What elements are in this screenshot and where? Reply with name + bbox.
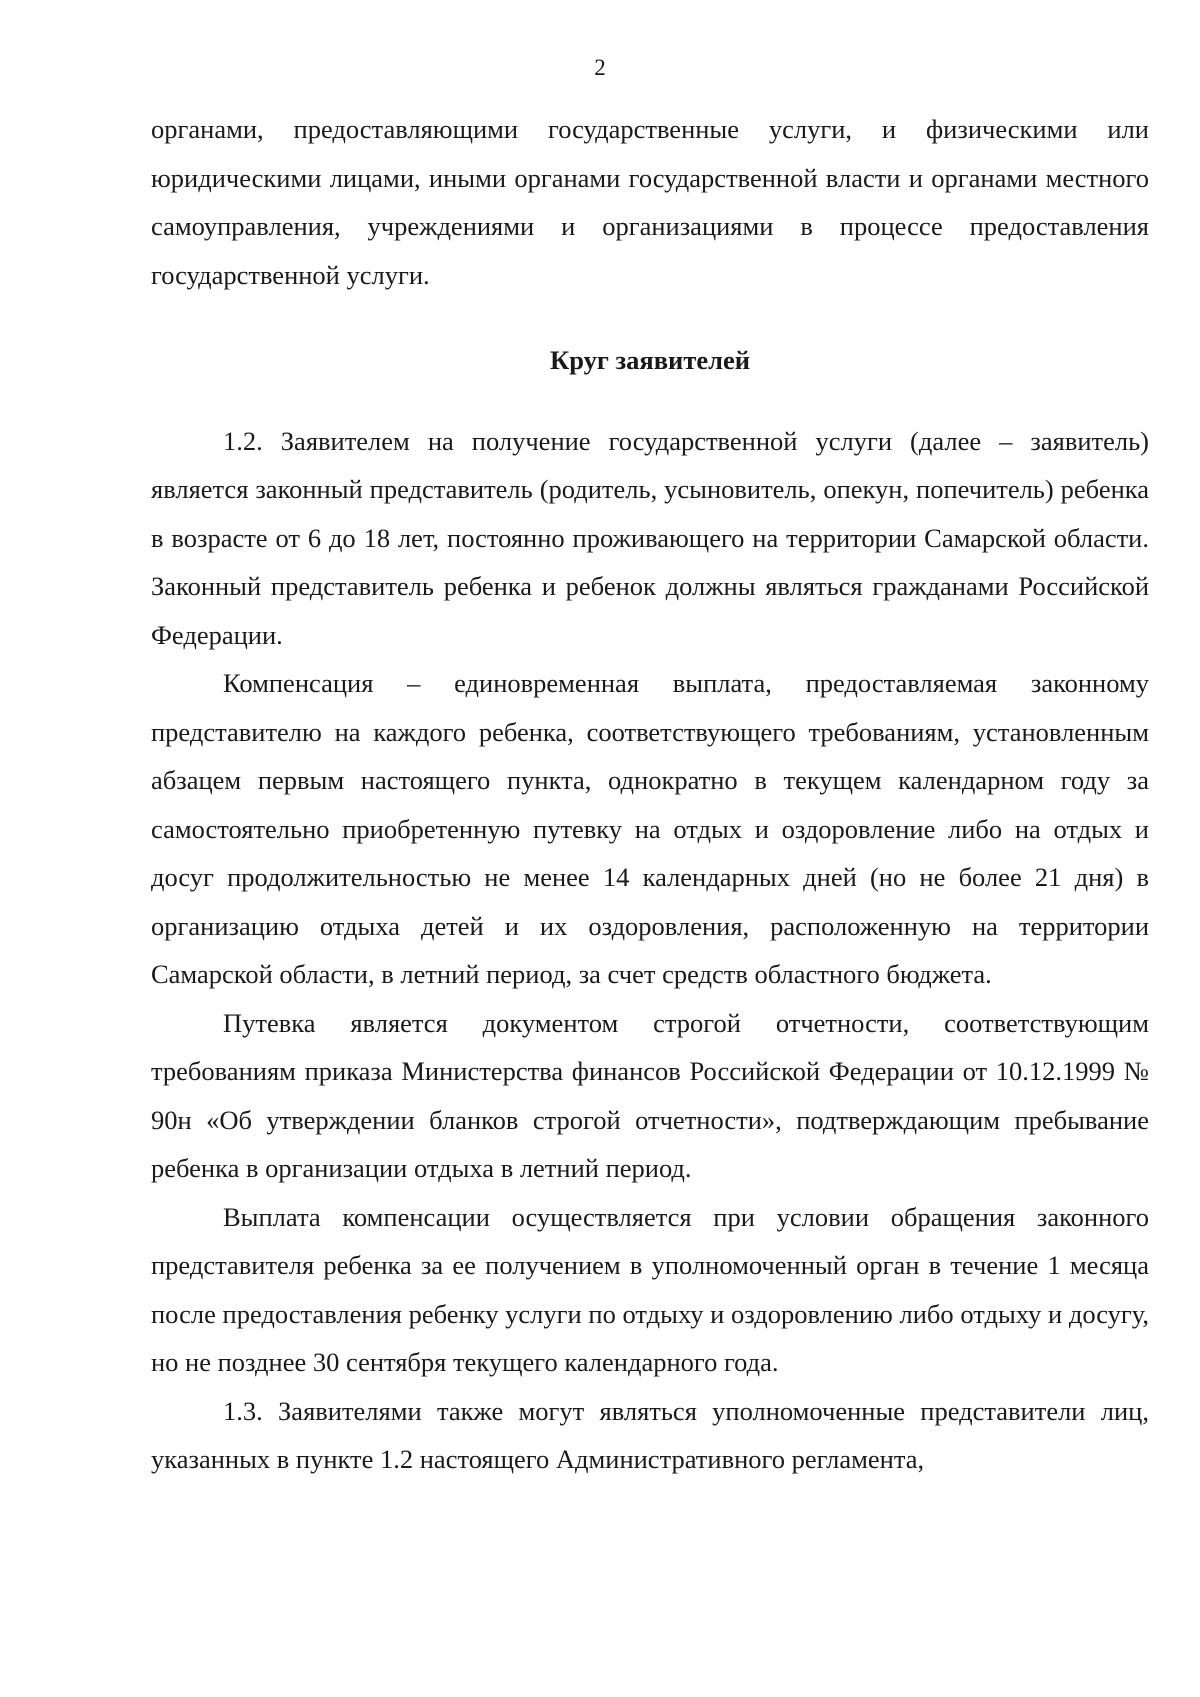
page-number: 2	[594, 55, 606, 80]
section-heading: Круг заявителей	[549, 345, 750, 375]
paragraph-representatives: 1.3. Заявителями также могут являться уполномоченные представители лиц, указанных в пункте 1.2 настоящего Административного регламента,	[151, 1395, 1149, 1474]
paragraph-compensation: Компенсация – единовременная выплата, предоставляемая законному представителю на каждого ребенка, соответствующего требованиям, установленным абзацем первым настоящего пункта, однократно в текущем календарном году за самостоятельно приобретенную путевку на отдых и оздоровление либо на отдых и досуг продолжительностью не менее 14 календарных дней (но не более 21 дня) в организацию отдыха детей и их оздоровления, расположенную на территории Самарской области, в летний период, за счет средств областного бюджета.	[151, 668, 1149, 989]
paragraph-voucher: Путевка является документом строгой отчетности, соответствующим требованиям приказа Министерства финансов Российской Федерации от 10.12.1999 № 90н «Об утверждении бланков строгой отчетности», подтверждающим пребывание ребенка в организации отдыха в летний период.	[151, 1007, 1149, 1183]
document-body	[151, 105, 1149, 1484]
paragraph-payment: Выплата компенсации осуществляется при условии обращения законного представителя ребенка за ее получением в уполномоченный орган в течение 1 месяца после предоставления ребенку услуги по отдыху и оздоровлению либо отдыху и досугу, но не позднее 30 сентября текущего календарного года.	[151, 1201, 1149, 1377]
paragraph-applicants: 1.2. Заявителем на получение государственной услуги (далее – заявитель) является законный представитель (родитель, усыновитель, опекун, попечитель) ребенка в возрасте от 6 до 18 лет, постоянно проживающего на территории Самарской области. Законный представитель ребенка и ребенок должны являться гражданами Российской Федерации.	[151, 425, 1149, 650]
intro-paragraph: органами, предоставляющими государственные услуги, и физическими или юридическими лицами, иными органами государственной власти и органами местного самоуправления, учреждениями и организациями в процессе предоставления государственной услуги.	[151, 114, 1149, 290]
